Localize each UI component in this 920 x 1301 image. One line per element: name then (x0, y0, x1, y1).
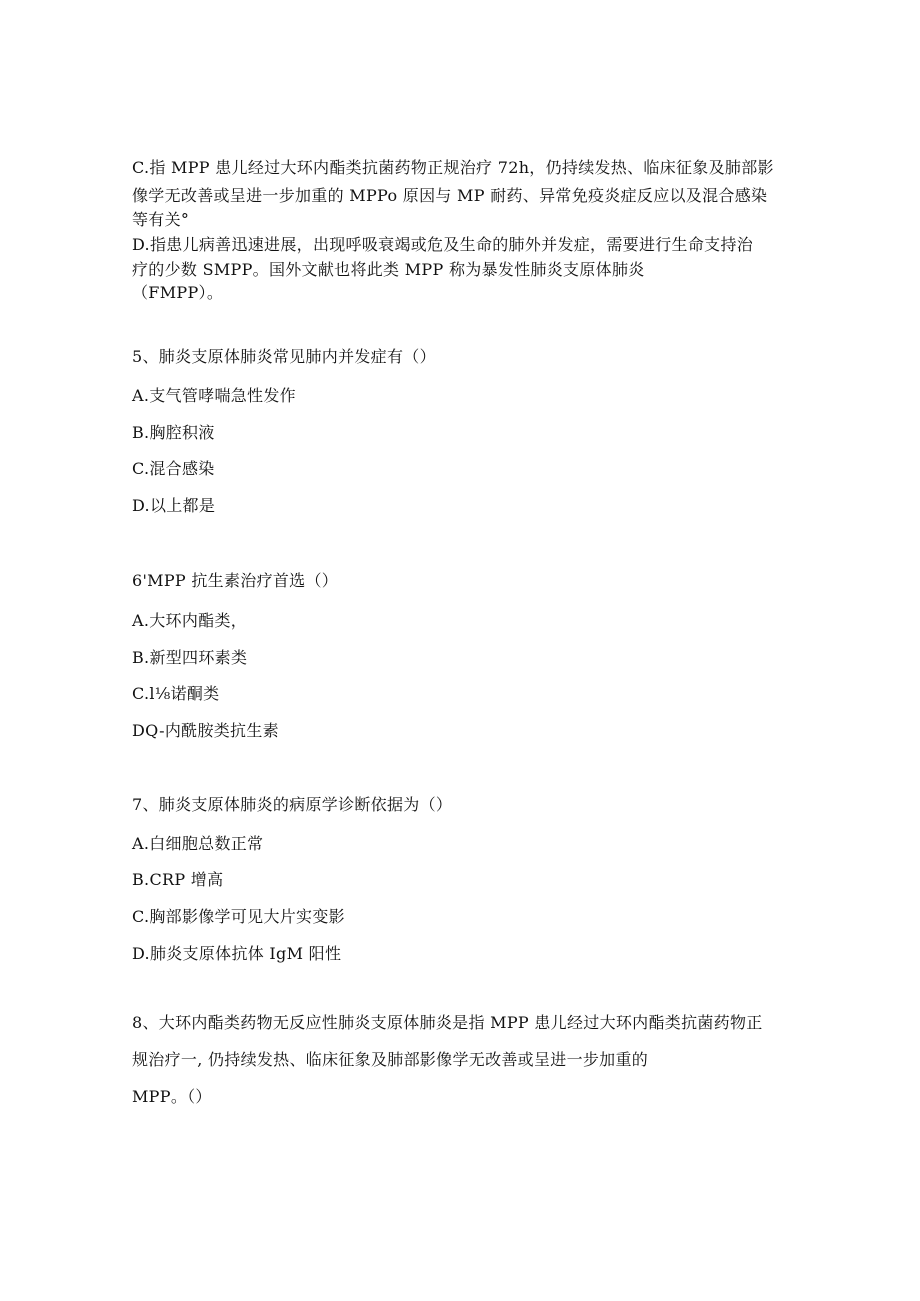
option-d-line-1: D.指患儿病善迅速进展，出现呼吸衰竭或危及生命的肺外并发症，需要进行生命支持治 (132, 235, 754, 254)
q6-option-a: A.大环内酯类， (132, 611, 248, 630)
q5-option-c: C.混合感染 (132, 459, 215, 478)
q6-option-c: C.l⅛诺酮类 (132, 684, 220, 703)
q5-option-b: B.胸腔积液 (132, 423, 215, 442)
q5-option-a: A.支气管哮喘急性发作 (132, 386, 296, 405)
option-d-line-3: （FMPP）。 (132, 283, 224, 302)
q7-option-a: A.白细胞总数正常 (132, 834, 264, 853)
option-c-line-1: C.指 MPP 患儿经过大环内酯类抗菌药物正规治疗 72h，仍持续发热、临床征象及肺部影 (132, 158, 774, 177)
q7-option-d: D.肺炎支原体抗体 IgM 阳性 (132, 944, 342, 963)
option-c-line-3: 等有关° (132, 210, 190, 229)
q7-option-b: B.CRP 增高 (132, 870, 224, 889)
option-c-line-2: 像学无改善或呈进一步加重的 MPPo 原因与 MP 耐药、异常免疫炎症反应以及混合感染 (132, 186, 768, 205)
question-5: 5、肺炎支原体肺炎常见肺内并发症有（） (132, 347, 436, 366)
question-8-line-1: 8、大环内酯类药物无反应性肺炎支原体肺炎是指 MPP 患儿经过大环内酯类抗菌药物正 (132, 1013, 763, 1032)
question-6: 6'MPP 抗生素治疗首选（） (132, 571, 339, 590)
q6-option-b: B.新型四环素类 (132, 648, 248, 667)
option-d-line-2: 疗的少数 SMPP。国外文献也将此类 MPP 称为暴发性肺炎支原体肺炎 (132, 260, 645, 279)
question-7: 7、肺炎支原体肺炎的病原学诊断依据为（） (132, 795, 453, 814)
q6-option-d: DQ-内酰胺类抗生素 (132, 721, 279, 740)
q7-option-c: C.胸部影像学可见大片实变影 (132, 907, 345, 926)
question-8-line-3: MPP。（） (132, 1087, 212, 1106)
question-8-line-2: 规治疗一, 仍持续发热、临床征象及肺部影像学无改善或呈进一步加重的 (132, 1050, 649, 1069)
q5-option-d: D.以上都是 (132, 496, 216, 515)
